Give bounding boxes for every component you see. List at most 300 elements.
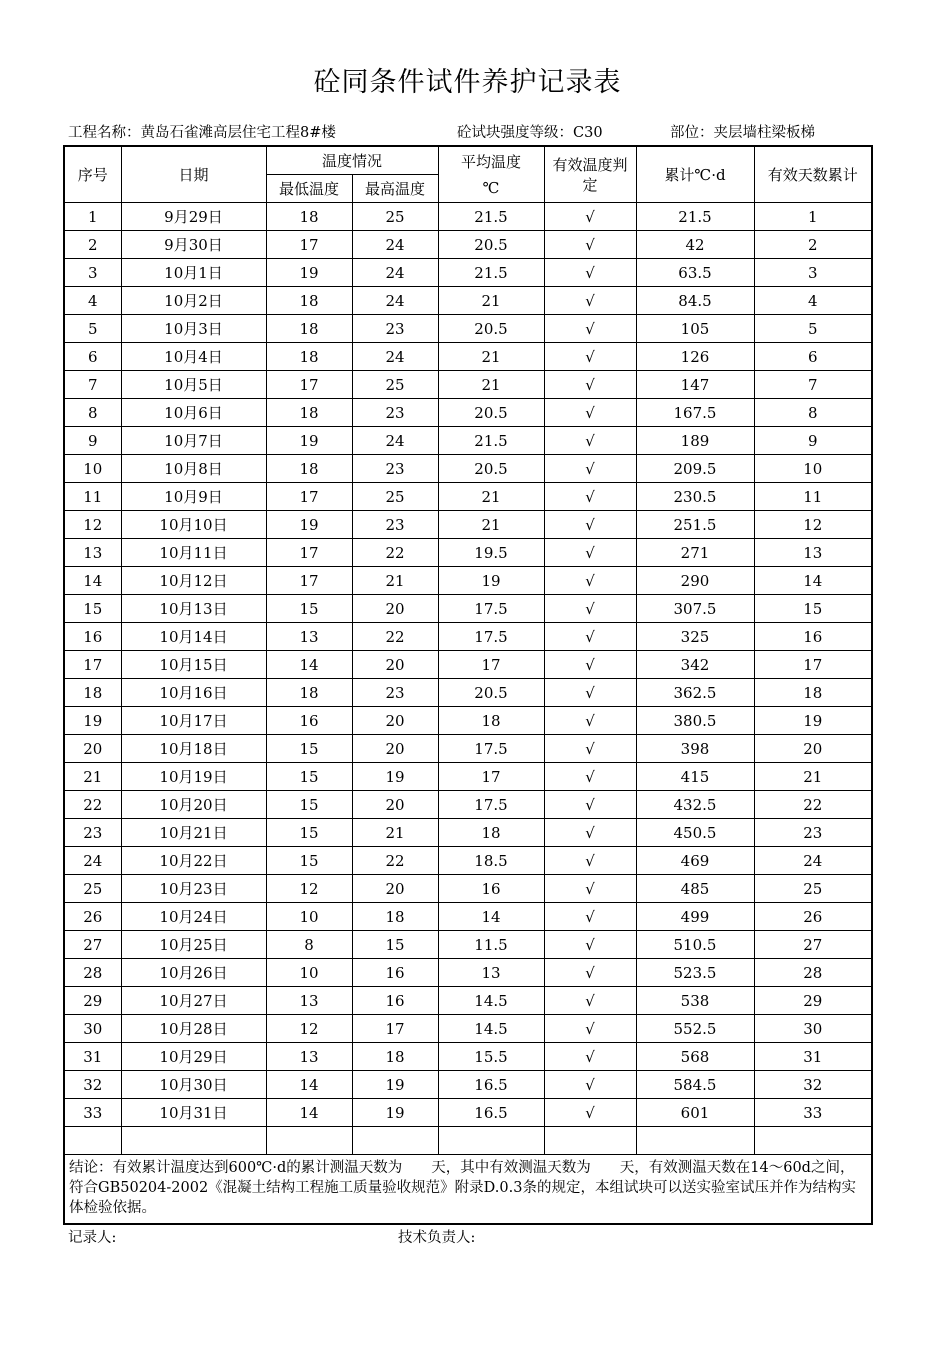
cell-seq: 18: [64, 679, 121, 707]
conclusion-row: [64, 1155, 872, 1225]
cell-seq: 5: [64, 315, 121, 343]
cell-seq: 6: [64, 343, 121, 371]
cell-date: 10月12日: [121, 567, 266, 595]
cell-avg-temp: 18: [438, 819, 544, 847]
empty-cell: [266, 1127, 352, 1155]
cell-valid-days: 24: [754, 847, 872, 875]
cell-date: 10月5日: [121, 371, 266, 399]
table-row: [64, 287, 872, 315]
cell-max-temp: 15: [352, 931, 438, 959]
cell-min-temp: 15: [266, 819, 352, 847]
empty-cell: [64, 1127, 121, 1155]
cell-avg-temp: 20.5: [438, 231, 544, 259]
cell-max-temp: 25: [352, 483, 438, 511]
cell-max-temp: 20: [352, 875, 438, 903]
cell-date: 10月25日: [121, 931, 266, 959]
header-avg-temp-unit: ℃: [482, 178, 500, 197]
cell-seq: 17: [64, 651, 121, 679]
cell-valid: √: [544, 1071, 636, 1099]
cell-date: 10月2日: [121, 287, 266, 315]
cell-min-temp: 8: [266, 931, 352, 959]
cell-min-temp: 13: [266, 1043, 352, 1071]
cell-cumulative: 126: [636, 343, 754, 371]
strength-grade: 砼试块强度等级：C30: [457, 125, 603, 141]
cell-valid: √: [544, 203, 636, 231]
cell-seq: 20: [64, 735, 121, 763]
cell-max-temp: 20: [352, 791, 438, 819]
cell-min-temp: 16: [266, 707, 352, 735]
cell-cumulative: 167.5: [636, 399, 754, 427]
cell-cumulative: 398: [636, 735, 754, 763]
cell-max-temp: 23: [352, 511, 438, 539]
cell-date: 10月6日: [121, 399, 266, 427]
cell-valid-days: 27: [754, 931, 872, 959]
cell-min-temp: 19: [266, 511, 352, 539]
header-date: 日期: [121, 146, 266, 203]
table-row: [64, 455, 872, 483]
table-row: [64, 735, 872, 763]
cell-min-temp: 18: [266, 343, 352, 371]
cell-max-temp: 23: [352, 679, 438, 707]
cell-cumulative: 290: [636, 567, 754, 595]
cell-max-temp: 24: [352, 259, 438, 287]
table-row: [64, 1099, 872, 1127]
cell-avg-temp: 18: [438, 707, 544, 735]
cell-date: 10月29日: [121, 1043, 266, 1071]
cell-avg-temp: 17.5: [438, 595, 544, 623]
table-row: [64, 679, 872, 707]
cell-seq: 8: [64, 399, 121, 427]
cell-max-temp: 19: [352, 763, 438, 791]
cell-seq: 27: [64, 931, 121, 959]
cell-cumulative: 189: [636, 427, 754, 455]
cell-max-temp: 17: [352, 1015, 438, 1043]
cell-seq: 31: [64, 1043, 121, 1071]
header-avg-temp: [438, 146, 544, 203]
cell-avg-temp: 21.5: [438, 259, 544, 287]
cell-seq: 7: [64, 371, 121, 399]
cell-avg-temp: 11.5: [438, 931, 544, 959]
cell-min-temp: 15: [266, 791, 352, 819]
cell-date: 10月7日: [121, 427, 266, 455]
cell-valid-days: 10: [754, 455, 872, 483]
table-row: [64, 791, 872, 819]
cell-avg-temp: 19.5: [438, 539, 544, 567]
cell-cumulative: 499: [636, 903, 754, 931]
cell-valid-days: 33: [754, 1099, 872, 1127]
cell-seq: 32: [64, 1071, 121, 1099]
cell-max-temp: 18: [352, 1043, 438, 1071]
table-row: [64, 595, 872, 623]
cell-valid-days: 11: [754, 483, 872, 511]
cell-valid-days: 28: [754, 959, 872, 987]
cell-valid-days: 15: [754, 595, 872, 623]
table-row: [64, 987, 872, 1015]
cell-avg-temp: 13: [438, 959, 544, 987]
cell-seq: 13: [64, 539, 121, 567]
table-row: [64, 847, 872, 875]
table-row: [64, 567, 872, 595]
cell-min-temp: 10: [266, 959, 352, 987]
cell-avg-temp: 17.5: [438, 623, 544, 651]
cell-max-temp: 21: [352, 819, 438, 847]
cell-seq: 29: [64, 987, 121, 1015]
cell-date: 9月30日: [121, 231, 266, 259]
cell-valid-days: 14: [754, 567, 872, 595]
cell-min-temp: 14: [266, 651, 352, 679]
cell-seq: 14: [64, 567, 121, 595]
table-row: [64, 259, 872, 287]
cell-max-temp: 25: [352, 203, 438, 231]
cell-valid-days: 25: [754, 875, 872, 903]
cell-max-temp: 24: [352, 427, 438, 455]
cell-cumulative: 450.5: [636, 819, 754, 847]
recorder-label: 记录人:: [68, 1230, 117, 1246]
cell-avg-temp: 21: [438, 343, 544, 371]
cell-avg-temp: 17: [438, 763, 544, 791]
cell-seq: 28: [64, 959, 121, 987]
table-row: [64, 903, 872, 931]
cell-cumulative: 485: [636, 875, 754, 903]
table-row: [64, 371, 872, 399]
cell-min-temp: 15: [266, 735, 352, 763]
empty-cell: [544, 1127, 636, 1155]
cell-valid: √: [544, 819, 636, 847]
cell-valid-days: 7: [754, 371, 872, 399]
table-row: [64, 343, 872, 371]
cell-max-temp: 23: [352, 315, 438, 343]
cell-seq: 21: [64, 763, 121, 791]
cell-avg-temp: 17: [438, 651, 544, 679]
cell-seq: 12: [64, 511, 121, 539]
table-row: [64, 539, 872, 567]
cell-max-temp: 20: [352, 735, 438, 763]
cell-date: 10月23日: [121, 875, 266, 903]
cell-valid-days: 29: [754, 987, 872, 1015]
cell-valid-days: 22: [754, 791, 872, 819]
cell-date: 10月10日: [121, 511, 266, 539]
cell-seq: 24: [64, 847, 121, 875]
cell-avg-temp: 21: [438, 483, 544, 511]
cell-max-temp: 24: [352, 287, 438, 315]
cell-min-temp: 18: [266, 399, 352, 427]
cell-valid: √: [544, 567, 636, 595]
cell-valid-days: 32: [754, 1071, 872, 1099]
cell-max-temp: 23: [352, 399, 438, 427]
cell-max-temp: 24: [352, 343, 438, 371]
cell-cumulative: 584.5: [636, 1071, 754, 1099]
cell-date: 10月11日: [121, 539, 266, 567]
cell-date: 10月26日: [121, 959, 266, 987]
cell-max-temp: 25: [352, 371, 438, 399]
cell-cumulative: 469: [636, 847, 754, 875]
cell-cumulative: 147: [636, 371, 754, 399]
cell-valid: √: [544, 735, 636, 763]
cell-avg-temp: 21.5: [438, 203, 544, 231]
cell-valid-days: 20: [754, 735, 872, 763]
cell-valid-days: 8: [754, 399, 872, 427]
location: 部位：夹层墙柱梁板梯: [670, 125, 815, 141]
cell-seq: 22: [64, 791, 121, 819]
cell-date: 10月15日: [121, 651, 266, 679]
cell-valid: √: [544, 847, 636, 875]
cell-valid: √: [544, 959, 636, 987]
cell-valid: √: [544, 931, 636, 959]
cell-avg-temp: 21.5: [438, 427, 544, 455]
cell-seq: 3: [64, 259, 121, 287]
cell-valid: √: [544, 875, 636, 903]
cell-avg-temp: 17.5: [438, 791, 544, 819]
cell-min-temp: 12: [266, 875, 352, 903]
cell-valid: √: [544, 987, 636, 1015]
cell-valid: √: [544, 1015, 636, 1043]
cell-valid-days: 19: [754, 707, 872, 735]
cell-max-temp: 22: [352, 847, 438, 875]
cell-min-temp: 15: [266, 595, 352, 623]
cell-seq: 15: [64, 595, 121, 623]
table-row: [64, 1071, 872, 1099]
cell-max-temp: 24: [352, 231, 438, 259]
cell-avg-temp: 19: [438, 567, 544, 595]
empty-cell: [438, 1127, 544, 1155]
cell-avg-temp: 20.5: [438, 315, 544, 343]
header-valid: 有效温度判定: [544, 146, 636, 203]
cell-valid-days: 3: [754, 259, 872, 287]
cell-valid: √: [544, 539, 636, 567]
cell-cumulative: 251.5: [636, 511, 754, 539]
cell-seq: 11: [64, 483, 121, 511]
cell-date: 10月16日: [121, 679, 266, 707]
cell-date: 9月29日: [121, 203, 266, 231]
cell-avg-temp: 14: [438, 903, 544, 931]
conclusion-text: 结论：有效累计温度达到600℃·d的累计测温天数为 天，其中有效测温天数为 天，有效测温天数在14～60d之间，符合GB50204-2002《混凝土结构工程施工质量验收规范》附录D.0.3条的规定，本组试块可以送实验室试压并作为结构实体检验依据。: [64, 1155, 872, 1225]
cell-min-temp: 13: [266, 623, 352, 651]
table-row: [64, 707, 872, 735]
empty-cell: [352, 1127, 438, 1155]
cell-date: 10月27日: [121, 987, 266, 1015]
cell-date: 10月17日: [121, 707, 266, 735]
cell-max-temp: 20: [352, 707, 438, 735]
cell-seq: 30: [64, 1015, 121, 1043]
cell-max-temp: 21: [352, 567, 438, 595]
table-body: [64, 203, 872, 1225]
cell-valid: √: [544, 287, 636, 315]
cell-cumulative: 271: [636, 539, 754, 567]
cell-valid-days: 9: [754, 427, 872, 455]
cell-valid-days: 1: [754, 203, 872, 231]
table-row: [64, 819, 872, 847]
cell-valid: √: [544, 791, 636, 819]
cell-cumulative: 415: [636, 763, 754, 791]
table-row: [64, 203, 872, 231]
cell-valid-days: 6: [754, 343, 872, 371]
cell-valid-days: 12: [754, 511, 872, 539]
cell-min-temp: 17: [266, 371, 352, 399]
empty-cell: [754, 1127, 872, 1155]
table-row: [64, 231, 872, 259]
header-cumulative: 累计℃·d: [636, 146, 754, 203]
cell-valid: √: [544, 1099, 636, 1127]
cell-valid: √: [544, 231, 636, 259]
cell-valid-days: 23: [754, 819, 872, 847]
cell-valid: √: [544, 259, 636, 287]
cell-min-temp: 19: [266, 427, 352, 455]
cell-min-temp: 14: [266, 1099, 352, 1127]
cell-date: 10月8日: [121, 455, 266, 483]
cell-valid-days: 26: [754, 903, 872, 931]
cell-valid-days: 18: [754, 679, 872, 707]
cell-min-temp: 19: [266, 259, 352, 287]
cell-min-temp: 17: [266, 539, 352, 567]
cell-date: 10月20日: [121, 791, 266, 819]
cell-max-temp: 16: [352, 987, 438, 1015]
page-title: 砼同条件试件养护记录表: [313, 67, 622, 98]
cell-date: 10月3日: [121, 315, 266, 343]
cell-avg-temp: 21: [438, 287, 544, 315]
cell-date: 10月4日: [121, 343, 266, 371]
cell-avg-temp: 20.5: [438, 399, 544, 427]
cell-cumulative: 601: [636, 1099, 754, 1127]
cell-max-temp: 20: [352, 595, 438, 623]
header-valid-days: 有效天数累计: [754, 146, 872, 203]
header-avg-temp-label: 平均温度: [460, 152, 521, 171]
cell-min-temp: 14: [266, 1071, 352, 1099]
tech-lead-label: 技术负责人:: [398, 1230, 476, 1246]
cell-valid: √: [544, 371, 636, 399]
cell-cumulative: 552.5: [636, 1015, 754, 1043]
cell-cumulative: 342: [636, 651, 754, 679]
project-name: 工程名称：黄岛石雀滩高层住宅工程8#楼: [68, 125, 336, 141]
cell-avg-temp: 16.5: [438, 1071, 544, 1099]
cell-seq: 19: [64, 707, 121, 735]
header-temp-group: 温度情况: [266, 146, 438, 175]
cell-cumulative: 568: [636, 1043, 754, 1071]
cell-cumulative: 538: [636, 987, 754, 1015]
cell-date: 10月22日: [121, 847, 266, 875]
cell-valid-days: 16: [754, 623, 872, 651]
cell-valid: √: [544, 903, 636, 931]
cell-valid: √: [544, 707, 636, 735]
cell-cumulative: 362.5: [636, 679, 754, 707]
cell-valid-days: 13: [754, 539, 872, 567]
cell-seq: 4: [64, 287, 121, 315]
cell-seq: 2: [64, 231, 121, 259]
cell-avg-temp: 20.5: [438, 455, 544, 483]
cell-seq: 26: [64, 903, 121, 931]
cell-valid: √: [544, 679, 636, 707]
table-row: [64, 1015, 872, 1043]
cell-valid: √: [544, 343, 636, 371]
cell-max-temp: 19: [352, 1099, 438, 1127]
cell-max-temp: 18: [352, 903, 438, 931]
cell-date: 10月31日: [121, 1099, 266, 1127]
cell-cumulative: 209.5: [636, 455, 754, 483]
cell-valid-days: 4: [754, 287, 872, 315]
cell-seq: 16: [64, 623, 121, 651]
cell-max-temp: 16: [352, 959, 438, 987]
cell-min-temp: 18: [266, 203, 352, 231]
cell-valid-days: 2: [754, 231, 872, 259]
cell-valid: √: [544, 623, 636, 651]
header-min-temp: 最低温度: [266, 175, 352, 203]
cell-date: 10月24日: [121, 903, 266, 931]
table-row: [64, 931, 872, 959]
cell-avg-temp: 17.5: [438, 735, 544, 763]
table-row: [64, 1043, 872, 1071]
cell-date: 10月14日: [121, 623, 266, 651]
cell-seq: 1: [64, 203, 121, 231]
cell-cumulative: 325: [636, 623, 754, 651]
cell-avg-temp: 18.5: [438, 847, 544, 875]
cell-valid-days: 5: [754, 315, 872, 343]
cell-cumulative: 84.5: [636, 287, 754, 315]
cell-cumulative: 21.5: [636, 203, 754, 231]
cell-cumulative: 42: [636, 231, 754, 259]
cell-valid: √: [544, 595, 636, 623]
header-seq: 序号: [64, 146, 121, 203]
cell-seq: 23: [64, 819, 121, 847]
cell-max-temp: 20: [352, 651, 438, 679]
table-row: [64, 511, 872, 539]
table-row: [64, 483, 872, 511]
cell-avg-temp: 16.5: [438, 1099, 544, 1127]
table-row: [64, 875, 872, 903]
cell-min-temp: 17: [266, 483, 352, 511]
cell-valid: √: [544, 455, 636, 483]
cell-seq: 9: [64, 427, 121, 455]
cell-min-temp: 10: [266, 903, 352, 931]
cell-cumulative: 380.5: [636, 707, 754, 735]
cell-date: 10月30日: [121, 1071, 266, 1099]
curing-record-table: [63, 145, 873, 1225]
cell-min-temp: 17: [266, 567, 352, 595]
table-row: [64, 763, 872, 791]
cell-min-temp: 15: [266, 847, 352, 875]
cell-valid: √: [544, 483, 636, 511]
empty-cell: [636, 1127, 754, 1155]
cell-min-temp: 18: [266, 455, 352, 483]
cell-avg-temp: 16: [438, 875, 544, 903]
cell-min-temp: 17: [266, 231, 352, 259]
cell-cumulative: 63.5: [636, 259, 754, 287]
cell-valid-days: 31: [754, 1043, 872, 1071]
cell-avg-temp: 14.5: [438, 1015, 544, 1043]
cell-valid-days: 17: [754, 651, 872, 679]
cell-date: 10月19日: [121, 763, 266, 791]
cell-seq: 10: [64, 455, 121, 483]
cell-date: 10月1日: [121, 259, 266, 287]
empty-cell: [121, 1127, 266, 1155]
cell-date: 10月9日: [121, 483, 266, 511]
cell-min-temp: 13: [266, 987, 352, 1015]
cell-valid: √: [544, 651, 636, 679]
table-row: [64, 623, 872, 651]
cell-date: 10月18日: [121, 735, 266, 763]
cell-min-temp: 12: [266, 1015, 352, 1043]
cell-avg-temp: 21: [438, 511, 544, 539]
cell-avg-temp: 21: [438, 371, 544, 399]
cell-valid: √: [544, 1043, 636, 1071]
cell-min-temp: 18: [266, 315, 352, 343]
cell-valid: √: [544, 427, 636, 455]
table-row: [64, 427, 872, 455]
cell-cumulative: 230.5: [636, 483, 754, 511]
header-max-temp: 最高温度: [352, 175, 438, 203]
cell-avg-temp: 20.5: [438, 679, 544, 707]
cell-valid: √: [544, 399, 636, 427]
cell-seq: 25: [64, 875, 121, 903]
cell-max-temp: 22: [352, 623, 438, 651]
